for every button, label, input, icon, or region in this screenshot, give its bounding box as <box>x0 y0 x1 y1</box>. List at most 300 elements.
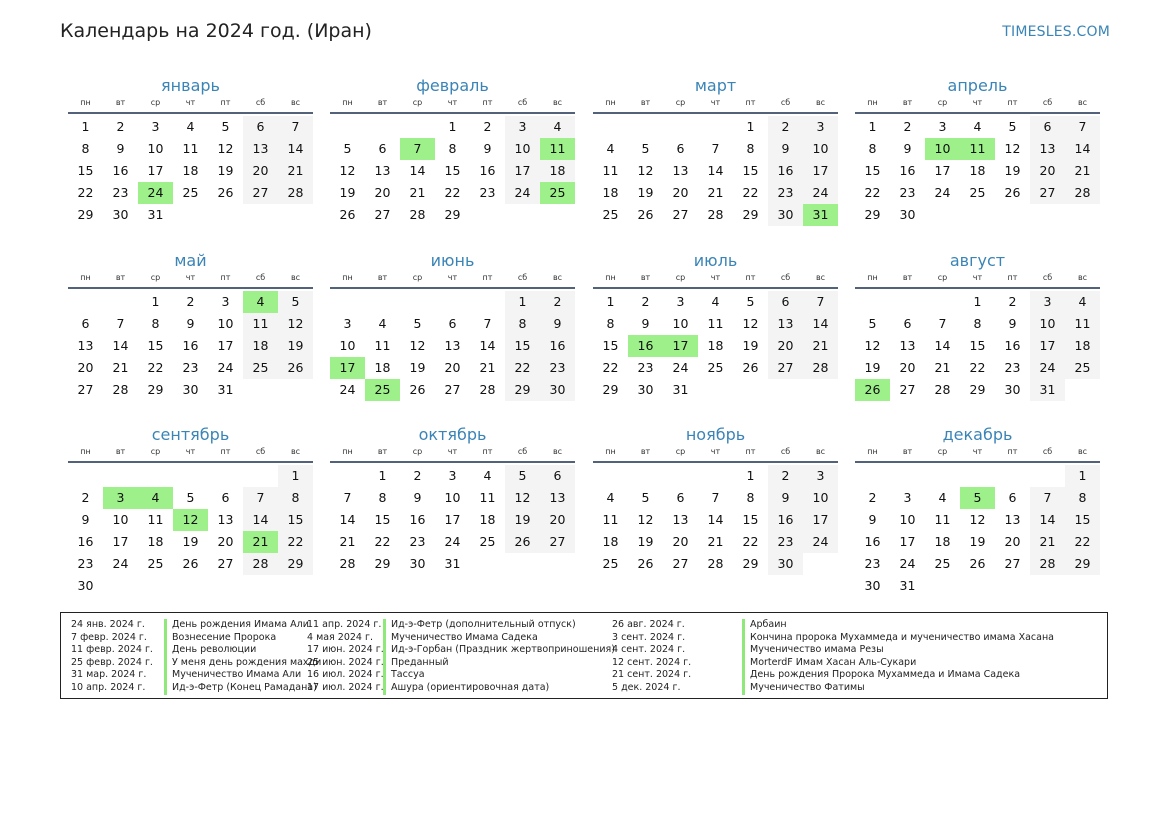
day-cell: 16 <box>768 509 803 531</box>
legend-column <box>307 619 615 695</box>
day-cell: 22 <box>864 185 881 200</box>
day-cell: 4 <box>483 468 492 483</box>
weekday-header <box>330 273 575 289</box>
weekday-label: вт <box>902 273 913 282</box>
day-cell: 16 <box>479 163 496 178</box>
weekday-label: вс <box>815 273 826 282</box>
legend-date: 21 сент. 2024 г. <box>612 669 692 681</box>
weekday-label: сб <box>517 98 528 107</box>
day-cell: 10 <box>672 316 689 331</box>
day-cell: 25 <box>707 360 724 375</box>
day-cell: 6 <box>221 490 230 505</box>
holiday-day: 4 <box>243 291 278 313</box>
day-cell: 5 <box>641 490 650 505</box>
weekday-label: сб <box>1042 98 1053 107</box>
day-cell: 28 <box>243 553 278 575</box>
day-cell: 18 <box>243 335 278 357</box>
legend-item <box>612 644 884 657</box>
empty-cell <box>925 291 960 313</box>
legend-date: 25 июн. 2024 г. <box>307 656 384 668</box>
day-cell: 1 <box>1065 465 1100 487</box>
day-cell: 13 <box>444 338 461 353</box>
day-cell: 1 <box>606 294 615 309</box>
day-cell: 16 <box>540 335 575 357</box>
day-cell: 11 <box>602 163 619 178</box>
day-cell: 10 <box>112 512 129 527</box>
legend-date: 4 сент. 2024 г. <box>612 644 686 656</box>
empty-cell <box>330 116 365 138</box>
day-cell: 25 <box>243 357 278 379</box>
month-12 <box>855 425 1100 597</box>
empty-cell <box>243 465 278 487</box>
day-cell: 31 <box>444 556 461 571</box>
day-cell: 18 <box>479 512 496 527</box>
day-cell: 3 <box>343 316 352 331</box>
day-cell: 7 <box>803 291 838 313</box>
legend-item <box>71 631 277 645</box>
day-cell: 11 <box>479 490 496 505</box>
day-cell: 19 <box>339 185 356 200</box>
legend-holiday-name: У меня день рождения махди <box>164 657 321 670</box>
day-cell: 30 <box>637 382 654 397</box>
day-cell: 3 <box>803 465 838 487</box>
legend-date: 11 апр. 2024 г. <box>307 619 382 630</box>
day-cell: 1 <box>505 291 540 313</box>
weekday-label: ср <box>150 447 161 456</box>
legend-date: 17 июл. 2024 г. <box>307 681 384 693</box>
day-cell: 2 <box>1008 294 1017 309</box>
day-cell: 8 <box>1065 487 1100 509</box>
month-name: август <box>949 251 1006 270</box>
weekday-label: вт <box>640 273 651 282</box>
day-cell: 7 <box>711 490 720 505</box>
days-grid <box>330 465 575 575</box>
empty-cell <box>890 291 925 313</box>
day-cell: 10 <box>147 141 164 156</box>
day-cell: 19 <box>278 335 313 357</box>
weekday-label: чт <box>447 273 458 282</box>
weekday-label: чт <box>710 273 721 282</box>
weekday-label: вт <box>640 98 651 107</box>
weekday-label: пт <box>220 98 231 107</box>
day-cell: 21 <box>409 185 426 200</box>
empty-cell <box>173 465 208 487</box>
day-cell: 20 <box>444 360 461 375</box>
weekday-label: вс <box>1077 273 1088 282</box>
day-cell: 25 <box>479 534 496 549</box>
day-cell: 19 <box>637 185 654 200</box>
day-cell: 18 <box>602 534 619 549</box>
day-cell: 24 <box>339 382 356 397</box>
day-cell: 2 <box>540 291 575 313</box>
day-cell: 26 <box>217 185 234 200</box>
day-cell: 26 <box>1004 185 1021 200</box>
legend-item <box>71 656 322 670</box>
month-1 <box>68 76 313 226</box>
day-cell: 18 <box>540 160 575 182</box>
weekday-label: пт <box>745 98 756 107</box>
weekday-label: пн <box>342 98 353 107</box>
day-cell: 8 <box>868 141 877 156</box>
day-cell: 24 <box>112 556 129 571</box>
weekday-label: пн <box>80 273 91 282</box>
day-cell: 11 <box>147 512 164 527</box>
day-cell: 8 <box>746 141 755 156</box>
empty-cell <box>400 116 435 138</box>
day-cell: 9 <box>116 141 125 156</box>
day-cell: 10 <box>803 138 838 160</box>
legend-holiday-name: Ашура (ориентировочная дата) <box>383 682 549 695</box>
day-cell: 6 <box>676 141 685 156</box>
legend-item <box>307 644 615 657</box>
day-cell: 10 <box>1030 313 1065 335</box>
month-6 <box>330 251 575 401</box>
day-cell: 25 <box>182 185 199 200</box>
day-cell: 5 <box>413 316 422 331</box>
day-cell: 27 <box>374 207 391 222</box>
day-cell: 15 <box>147 338 164 353</box>
weekday-label: сб <box>780 98 791 107</box>
day-cell: 17 <box>217 338 234 353</box>
day-cell: 8 <box>278 487 313 509</box>
weekday-header <box>330 447 575 463</box>
month-3 <box>593 76 838 226</box>
day-cell: 11 <box>243 313 278 335</box>
day-cell: 23 <box>77 556 94 571</box>
day-cell: 28 <box>479 382 496 397</box>
weekday-label: чт <box>972 98 983 107</box>
empty-cell <box>365 116 400 138</box>
legend-date: 4 мая 2024 г. <box>307 631 373 643</box>
day-cell: 29 <box>864 207 881 222</box>
day-cell: 20 <box>540 509 575 531</box>
day-cell: 4 <box>973 119 982 134</box>
day-cell: 18 <box>934 534 951 549</box>
holiday-day: 24 <box>138 182 173 204</box>
day-cell: 2 <box>116 119 125 134</box>
day-cell: 24 <box>444 534 461 549</box>
day-cell: 20 <box>243 160 278 182</box>
legend-holiday-name: Ид-э-Горбан (Праздник жертвоприношения) <box>383 644 615 657</box>
days-grid <box>68 116 313 226</box>
day-cell: 17 <box>147 163 164 178</box>
month-9 <box>68 425 313 597</box>
day-cell: 23 <box>182 360 199 375</box>
day-cell: 2 <box>186 294 195 309</box>
empty-cell <box>925 465 960 487</box>
day-cell: 14 <box>934 338 951 353</box>
weekday-label: пн <box>605 447 616 456</box>
empty-cell <box>663 465 698 487</box>
day-cell: 1 <box>81 119 90 134</box>
day-cell: 6 <box>676 490 685 505</box>
day-cell: 16 <box>768 160 803 182</box>
empty-cell <box>330 291 365 313</box>
holiday-day: 17 <box>663 335 698 357</box>
day-cell: 25 <box>1065 357 1100 379</box>
legend-holiday-name: Мученичество Имама Али <box>164 669 301 682</box>
weekday-header <box>68 273 313 289</box>
empty-cell <box>470 291 505 313</box>
weekday-label: пт <box>745 273 756 282</box>
legend-date: 25 февр. 2024 г. <box>71 656 153 668</box>
day-cell: 3 <box>221 294 230 309</box>
weekday-label: пн <box>80 447 91 456</box>
holiday-day: 25 <box>365 379 400 401</box>
weekday-label: пт <box>1007 447 1018 456</box>
legend-date: 11 февр. 2024 г. <box>71 644 153 656</box>
day-cell: 26 <box>409 382 426 397</box>
day-cell: 26 <box>742 360 759 375</box>
day-cell: 28 <box>707 556 724 571</box>
day-cell: 6 <box>81 316 90 331</box>
day-cell: 7 <box>1030 487 1065 509</box>
day-cell: 20 <box>374 185 391 200</box>
day-cell: 30 <box>1004 382 1021 397</box>
day-cell: 19 <box>742 338 759 353</box>
day-cell: 9 <box>540 313 575 335</box>
legend-item <box>71 619 309 632</box>
day-cell: 13 <box>672 163 689 178</box>
empty-cell <box>890 465 925 487</box>
day-cell: 1 <box>278 465 313 487</box>
weekday-label: сб <box>1042 447 1053 456</box>
day-cell: 18 <box>707 338 724 353</box>
day-cell: 19 <box>969 534 986 549</box>
day-cell: 30 <box>899 207 916 222</box>
day-cell: 5 <box>868 316 877 331</box>
day-cell: 12 <box>969 512 986 527</box>
day-cell: 26 <box>339 207 356 222</box>
day-cell: 23 <box>479 185 496 200</box>
legend-date: 7 февр. 2024 г. <box>71 631 147 643</box>
day-cell: 31 <box>147 207 164 222</box>
holiday-day: 7 <box>400 138 435 160</box>
day-cell: 28 <box>112 382 129 397</box>
empty-cell <box>1030 465 1065 487</box>
weekday-label: ср <box>675 98 686 107</box>
day-cell: 19 <box>637 534 654 549</box>
day-cell: 10 <box>803 487 838 509</box>
days-grid <box>68 291 313 401</box>
day-cell: 22 <box>1065 531 1100 553</box>
month-name: июль <box>693 251 738 270</box>
day-cell: 20 <box>1030 160 1065 182</box>
day-cell: 14 <box>278 138 313 160</box>
day-cell: 27 <box>444 382 461 397</box>
day-cell: 30 <box>77 578 94 593</box>
day-cell: 27 <box>1030 182 1065 204</box>
day-cell: 26 <box>969 556 986 571</box>
day-cell: 8 <box>81 141 90 156</box>
weekday-header <box>68 98 313 114</box>
day-cell: 4 <box>938 490 947 505</box>
day-cell: 26 <box>182 556 199 571</box>
weekday-label: вт <box>377 273 388 282</box>
legend-holiday-name: Мученичество Имама Садека <box>383 632 538 645</box>
holiday-day: 11 <box>960 138 995 160</box>
weekday-label: пт <box>1007 273 1018 282</box>
days-grid <box>330 291 575 401</box>
day-cell: 10 <box>444 490 461 505</box>
day-cell: 4 <box>606 141 615 156</box>
day-cell: 11 <box>707 316 724 331</box>
day-cell: 14 <box>707 512 724 527</box>
day-cell: 31 <box>217 382 234 397</box>
legend-holiday-name: Мученичество имама Резы <box>742 644 884 657</box>
legend-date: 16 июл. 2024 г. <box>307 669 384 681</box>
days-grid <box>855 116 1100 226</box>
day-cell: 9 <box>81 512 90 527</box>
weekday-label: вт <box>902 98 913 107</box>
day-cell: 24 <box>505 182 540 204</box>
empty-cell <box>698 465 733 487</box>
empty-cell <box>208 465 243 487</box>
day-cell: 4 <box>606 490 615 505</box>
holiday-day: 3 <box>103 487 138 509</box>
day-cell: 15 <box>374 512 391 527</box>
day-cell: 17 <box>444 512 461 527</box>
day-cell: 28 <box>1030 553 1065 575</box>
day-cell: 5 <box>505 465 540 487</box>
month-8 <box>855 251 1100 401</box>
day-cell: 6 <box>448 316 457 331</box>
day-cell: 5 <box>278 291 313 313</box>
weekday-label: вс <box>552 447 563 456</box>
month-name: февраль <box>416 76 489 95</box>
day-cell: 27 <box>540 531 575 553</box>
day-cell: 6 <box>378 141 387 156</box>
day-cell: 5 <box>746 294 755 309</box>
day-cell: 22 <box>602 360 619 375</box>
weekday-label: вт <box>115 98 126 107</box>
day-cell: 21 <box>803 335 838 357</box>
day-cell: 29 <box>742 207 759 222</box>
day-cell: 22 <box>969 360 986 375</box>
day-cell: 21 <box>278 160 313 182</box>
day-cell: 14 <box>803 313 838 335</box>
holiday-legend <box>60 612 1108 699</box>
legend-item <box>307 669 425 682</box>
day-cell: 12 <box>637 512 654 527</box>
day-cell: 1 <box>746 468 755 483</box>
day-cell: 11 <box>182 141 199 156</box>
empty-cell <box>365 291 400 313</box>
day-cell: 12 <box>864 338 881 353</box>
day-cell: 15 <box>742 163 759 178</box>
day-cell: 24 <box>803 531 838 553</box>
day-cell: 13 <box>899 338 916 353</box>
day-cell: 8 <box>973 316 982 331</box>
day-cell: 13 <box>77 338 94 353</box>
weekday-label: вс <box>1077 447 1088 456</box>
weekday-label: вс <box>1077 98 1088 107</box>
weekday-label: пт <box>220 273 231 282</box>
weekday-label: пт <box>745 447 756 456</box>
day-cell: 20 <box>672 534 689 549</box>
day-cell: 21 <box>934 360 951 375</box>
day-cell: 11 <box>602 512 619 527</box>
empty-cell <box>103 465 138 487</box>
day-cell: 17 <box>899 534 916 549</box>
legend-item <box>307 681 550 695</box>
legend-holiday-name: Кончина пророка Мухаммеда и мученичество имама Хасана <box>742 632 1054 645</box>
days-grid <box>593 465 838 575</box>
day-cell: 3 <box>803 116 838 138</box>
weekday-label: пн <box>80 98 91 107</box>
day-cell: 28 <box>803 357 838 379</box>
empty-cell <box>628 465 663 487</box>
weekday-label: сб <box>517 447 528 456</box>
day-cell: 25 <box>147 556 164 571</box>
day-cell: 13 <box>540 487 575 509</box>
weekday-label: чт <box>710 447 721 456</box>
months-grid <box>68 76 1101 606</box>
day-cell: 15 <box>444 163 461 178</box>
legend-date: 5 дек. 2024 г. <box>612 681 681 693</box>
holiday-day: 12 <box>173 509 208 531</box>
day-cell: 1 <box>973 294 982 309</box>
legend-date: 17 июн. 2024 г. <box>307 644 384 656</box>
legend-holiday-name: Вознесение Пророка <box>164 632 276 645</box>
day-cell: 27 <box>77 382 94 397</box>
day-cell: 21 <box>1030 531 1065 553</box>
weekday-label: пн <box>867 273 878 282</box>
day-cell: 19 <box>409 360 426 375</box>
day-cell: 3 <box>1030 291 1065 313</box>
empty-cell <box>593 465 628 487</box>
legend-holiday-name: Ид-э-Фетр (Конец Рамадана) <box>164 682 317 695</box>
day-cell: 16 <box>409 512 426 527</box>
legend-holiday-name: Тассуа <box>383 669 425 682</box>
day-cell: 11 <box>374 338 391 353</box>
legend-date: 24 янв. 2024 г. <box>71 619 145 630</box>
weekday-label: сб <box>517 273 528 282</box>
day-cell: 23 <box>864 556 881 571</box>
day-cell: 8 <box>606 316 615 331</box>
day-cell: 23 <box>768 182 803 204</box>
day-cell: 7 <box>343 490 352 505</box>
empty-cell <box>68 465 103 487</box>
month-2 <box>330 76 575 226</box>
weekday-label: чт <box>447 98 458 107</box>
day-cell: 4 <box>711 294 720 309</box>
day-cell: 20 <box>899 360 916 375</box>
day-cell: 9 <box>768 138 803 160</box>
weekday-label: вс <box>290 98 301 107</box>
day-cell: 2 <box>768 465 803 487</box>
day-cell: 14 <box>479 338 496 353</box>
weekday-label: пт <box>1007 98 1018 107</box>
weekday-label: чт <box>447 447 458 456</box>
month-name: октябрь <box>418 425 487 444</box>
weekday-label: сб <box>255 273 266 282</box>
weekday-label: сб <box>780 447 791 456</box>
day-cell: 24 <box>934 185 951 200</box>
day-cell: 30 <box>409 556 426 571</box>
day-cell: 4 <box>1065 291 1100 313</box>
day-cell: 6 <box>903 316 912 331</box>
legend-holiday-name: День рождения Имама Али <box>164 619 309 632</box>
day-cell: 3 <box>676 294 685 309</box>
day-cell: 29 <box>1065 553 1100 575</box>
day-cell: 20 <box>1004 534 1021 549</box>
site-link[interactable]: TIMESLES.COM <box>1002 24 1110 40</box>
day-cell: 19 <box>864 360 881 375</box>
empty-cell <box>855 465 890 487</box>
day-cell: 20 <box>768 335 803 357</box>
empty-cell <box>330 465 365 487</box>
